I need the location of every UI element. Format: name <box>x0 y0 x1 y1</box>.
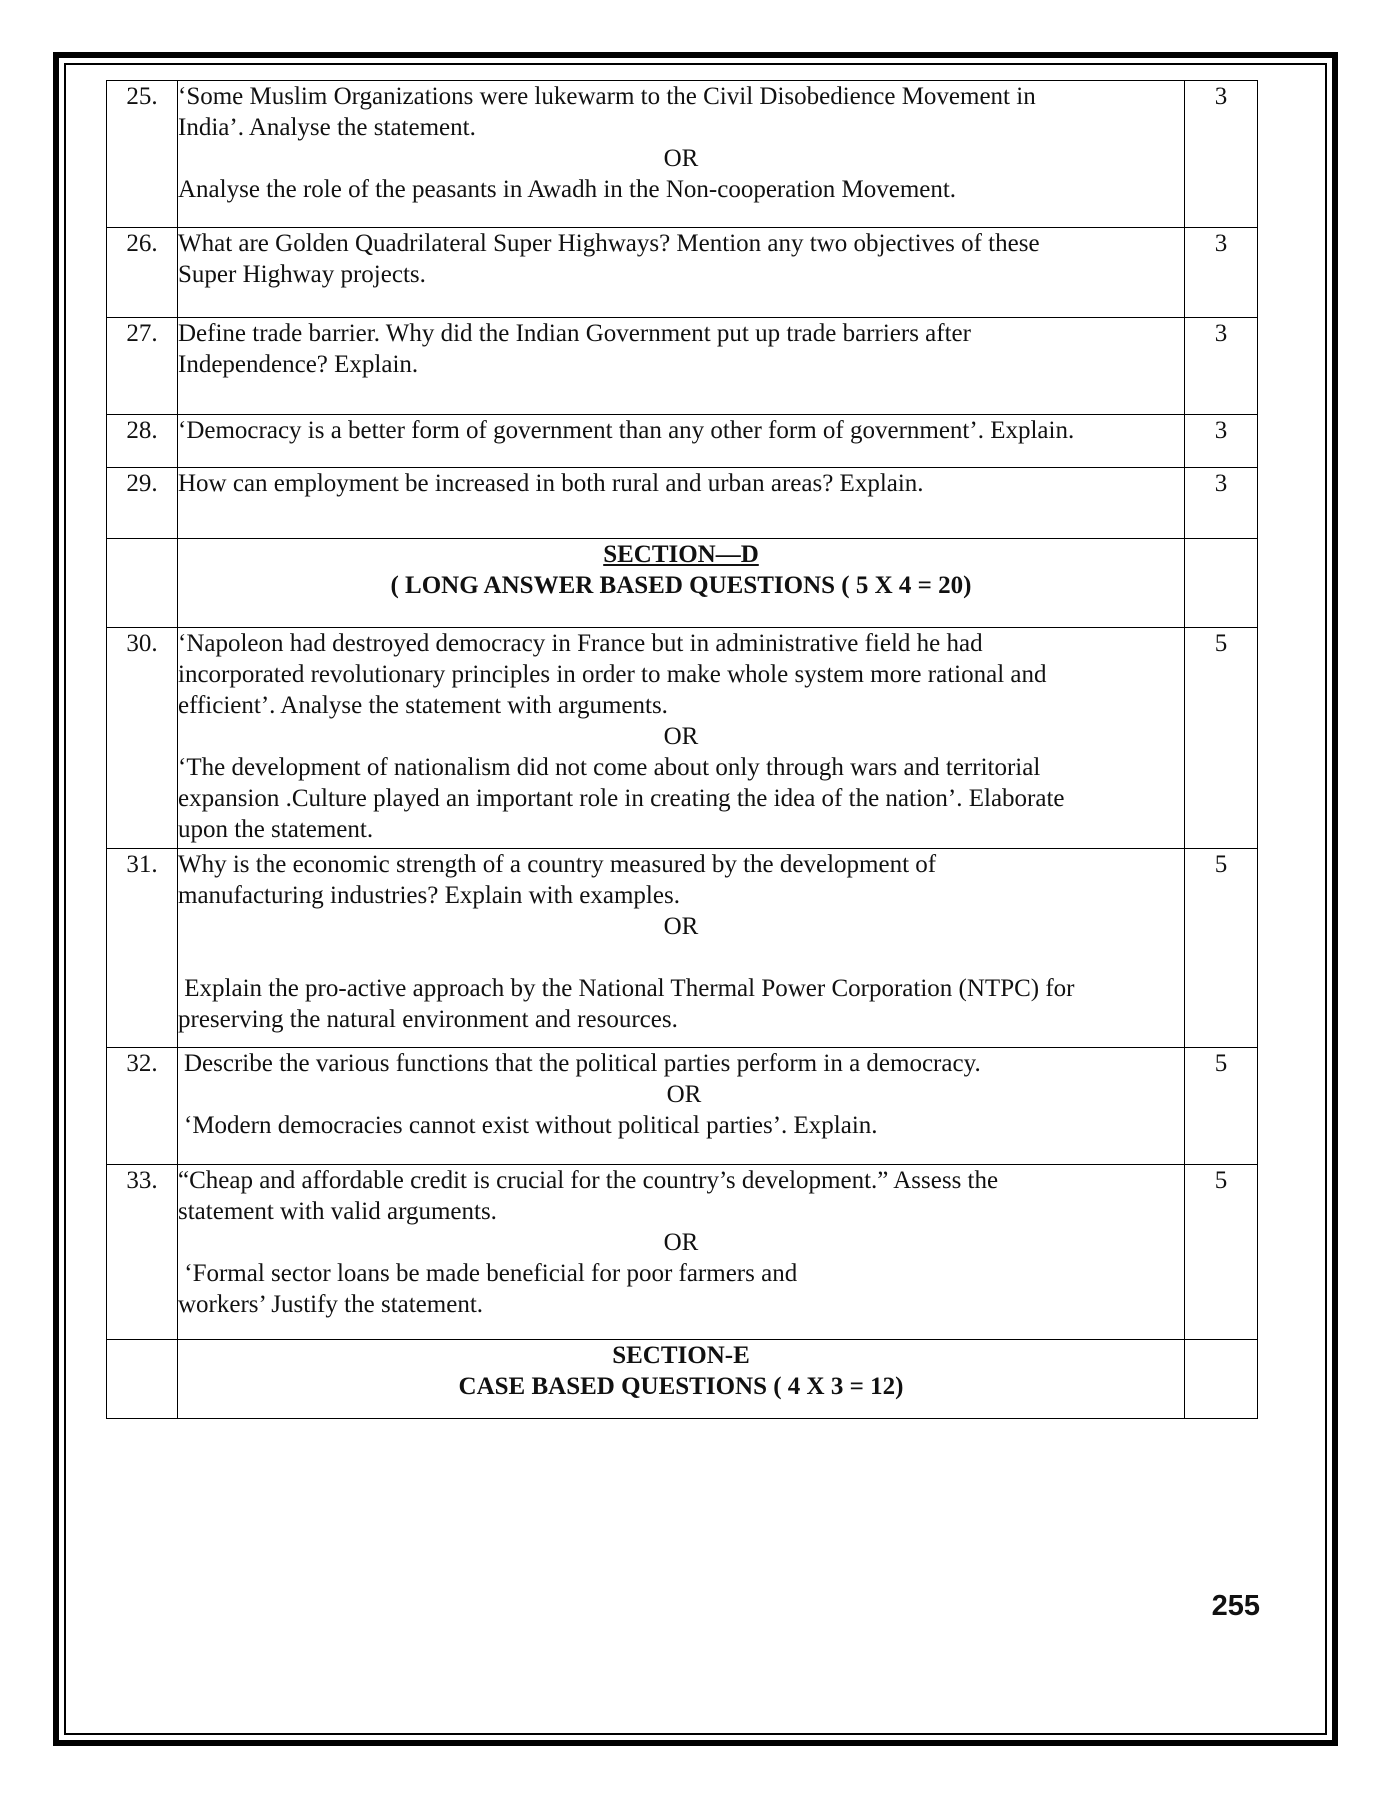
empty-cell <box>1185 539 1258 628</box>
section-title: SECTION—D <box>603 541 759 568</box>
question-line: How can employment be increased in both rural and urban areas? Explain. <box>178 470 924 497</box>
section-heading <box>178 1340 1185 1419</box>
or-separator: OR <box>663 145 699 172</box>
empty-cell <box>1185 1340 1258 1419</box>
question-row-28 <box>107 415 1258 468</box>
question-line: Super Highway projects. <box>178 261 426 288</box>
section-title: SECTION-E <box>612 1342 750 1369</box>
empty-cell <box>107 1340 178 1419</box>
question-number: 30. <box>107 628 178 849</box>
question-marks: 3 <box>1185 415 1258 468</box>
question-line: workers’ Justify the statement. <box>178 1291 484 1318</box>
question-marks: 5 <box>1185 849 1258 1048</box>
question-line: efficient’. Analyse the statement with arguments. <box>178 692 668 719</box>
question-line: “Cheap and affordable credit is crucial for the country’s development.” Assess the <box>178 1167 999 1194</box>
question-line: India’. Analyse the statement. <box>178 114 476 141</box>
question-number: 33. <box>107 1165 178 1340</box>
question-text <box>178 81 1185 228</box>
question-marks: 3 <box>1185 228 1258 318</box>
question-text <box>178 415 1185 468</box>
question-line: incorporated revolutionary principles in order to make whole system more rational and <box>178 661 1047 688</box>
question-line: Independence? Explain. <box>178 351 419 378</box>
question-row-32 <box>107 1048 1258 1165</box>
question-line: preserving the natural environment and resources. <box>178 1006 678 1033</box>
question-number: 26. <box>107 228 178 318</box>
question-line: Analyse the role of the peasants in Awadh in the Non-cooperation Movement. <box>178 176 957 203</box>
question-line: Describe the various functions that the political parties perform in a democracy. <box>184 1050 981 1077</box>
question-marks: 5 <box>1185 628 1258 849</box>
question-marks: 5 <box>1185 1165 1258 1340</box>
or-separator: OR <box>663 1229 699 1256</box>
page-number: 255 <box>1211 1590 1260 1622</box>
question-text <box>178 1165 1185 1340</box>
question-marks: 3 <box>1185 318 1258 415</box>
or-separator: OR <box>666 1081 702 1108</box>
question-line: Why is the economic strength of a country measured by the development of <box>178 851 937 878</box>
section-heading <box>178 539 1185 628</box>
question-row-26 <box>107 228 1258 318</box>
question-row-25 <box>107 81 1258 228</box>
section-e-row <box>107 1340 1258 1419</box>
question-line: What are Golden Quadrilateral Super Highways? Mention any two objectives of these <box>178 230 1040 257</box>
question-line: ‘Democracy is a better form of government than any other form of government’. Explain. <box>178 417 1075 444</box>
question-number: 25. <box>107 81 178 228</box>
question-marks: 3 <box>1185 468 1258 539</box>
question-line: Define trade barrier. Why did the Indian Government put up trade barriers after <box>178 320 971 347</box>
question-marks: 3 <box>1185 81 1258 228</box>
or-separator: OR <box>663 723 699 750</box>
question-line: expansion .Culture played an important role in creating the idea of the nation’. Elaborate <box>178 785 1065 812</box>
question-line: ‘The development of nationalism did not come about only through wars and territorial <box>178 754 1041 781</box>
question-text <box>178 849 1185 1048</box>
section-subtitle: CASE BASED QUESTIONS ( 4 X 3 = 12) <box>458 1373 904 1400</box>
question-row-33 <box>107 1165 1258 1340</box>
question-line: upon the statement. <box>178 816 374 843</box>
section-d-row <box>107 539 1258 628</box>
question-line: statement with valid arguments. <box>178 1198 497 1225</box>
question-number: 31. <box>107 849 178 1048</box>
question-text <box>178 628 1185 849</box>
question-line: ‘Some Muslim Organizations were lukewarm to the Civil Disobedience Movement in <box>178 83 1036 110</box>
question-table <box>106 80 1258 1419</box>
question-text <box>178 318 1185 415</box>
question-number: 29. <box>107 468 178 539</box>
question-line: manufacturing industries? Explain with examples. <box>178 882 680 909</box>
question-text <box>178 228 1185 318</box>
question-row-27 <box>107 318 1258 415</box>
question-line: ‘Formal sector loans be made beneficial for poor farmers and <box>178 1260 798 1287</box>
question-number: 28. <box>107 415 178 468</box>
question-row-31 <box>107 849 1258 1048</box>
or-separator: OR <box>663 913 699 940</box>
empty-cell <box>107 539 178 628</box>
question-text <box>178 1048 1185 1165</box>
question-row-29 <box>107 468 1258 539</box>
question-number: 32. <box>107 1048 178 1165</box>
question-line: ‘Napoleon had destroyed democracy in France but in administrative field he had <box>178 630 983 657</box>
question-number: 27. <box>107 318 178 415</box>
question-text <box>178 468 1185 539</box>
question-line: ‘Modern democracies cannot exist without political parties’. Explain. <box>184 1112 878 1139</box>
question-row-30 <box>107 628 1258 849</box>
section-subtitle: ( LONG ANSWER BASED QUESTIONS ( 5 X 4 = 20) <box>390 572 972 599</box>
question-marks: 5 <box>1185 1048 1258 1165</box>
question-line: Explain the pro-active approach by the National Thermal Power Corporation (NTPC) for <box>178 975 1075 1002</box>
